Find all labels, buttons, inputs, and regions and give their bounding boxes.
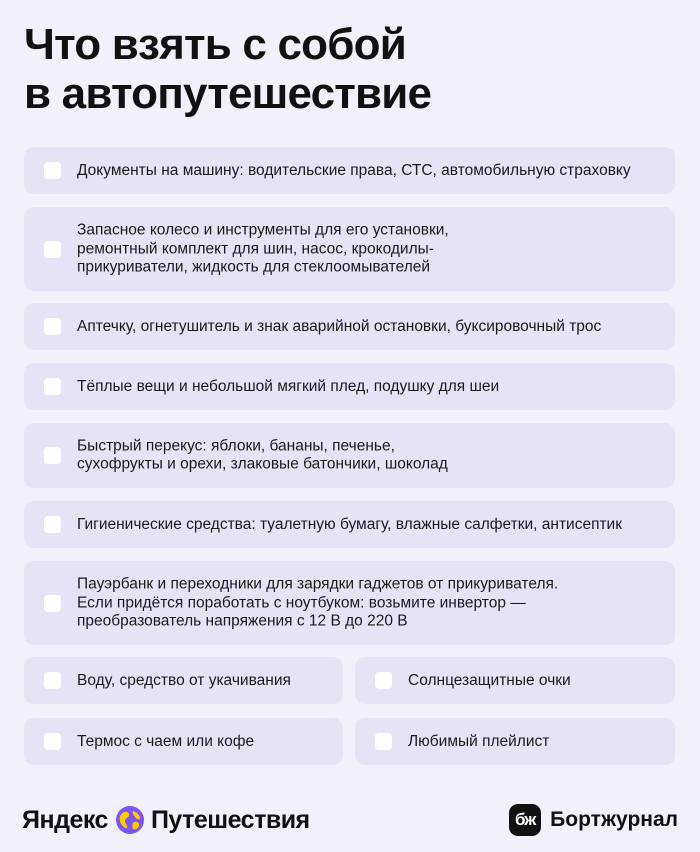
checkbox[interactable] <box>44 672 61 689</box>
checkbox[interactable] <box>44 733 61 750</box>
checklist-item-sunglasses[interactable] <box>355 657 675 704</box>
globe-icon <box>115 805 145 835</box>
checklist-item-powerbank[interactable] <box>24 561 675 645</box>
checklist-item-playlist[interactable] <box>355 718 675 765</box>
checklist-item-warm-clothes[interactable] <box>24 363 675 410</box>
yandex-travel-logo <box>22 800 310 840</box>
checklist-item-label: Документы на машину: водительские права, СТС, автомобильную страховку <box>77 161 631 179</box>
checklist-item-first-aid[interactable] <box>24 303 675 350</box>
bortzhurnal-logo <box>509 800 678 840</box>
checklist-item-snacks[interactable] <box>24 423 675 488</box>
checklist-item-documents[interactable] <box>24 147 675 194</box>
checkbox[interactable] <box>375 733 392 750</box>
checkbox[interactable] <box>44 241 61 258</box>
page-title <box>24 20 624 118</box>
checklist-item-water[interactable] <box>24 657 343 704</box>
title-line-1: Что взять с собой <box>24 20 406 69</box>
checklist-item-label: Запасное колесо и инструменты для его установки, ремонтный комплект для шин, насос, крокодилы-прикуриватели, жидкость для стеклоомывателей <box>77 221 449 276</box>
checklist-item-thermos[interactable] <box>24 718 343 765</box>
checklist-item-label: Термос с чаем или кофе <box>77 732 255 750</box>
checklist-item-label: Воду, средство от укачивания <box>77 671 291 689</box>
brand-travel: Путешествия <box>150 805 310 834</box>
checkbox[interactable] <box>44 378 61 395</box>
brand-yandex: Яндекс <box>22 805 108 834</box>
checkbox[interactable] <box>44 595 61 612</box>
bortzhurnal-logo-icon: бж <box>509 804 541 836</box>
checklist-item-label: Тёплые вещи и небольшой мягкий плед, подушку для шеи <box>77 377 500 395</box>
checklist-item-hygiene[interactable] <box>24 501 675 548</box>
checklist-item-label: Пауэрбанк и переходники для зарядки гаджетов от прикуривателя. Если придётся поработать с ноутбуком: возьмите инвертор — преобразователь напряжения с 12 В до 220 В <box>77 575 559 630</box>
checklist-item-label: Любимый плейлист <box>408 732 550 750</box>
checkbox[interactable] <box>44 516 61 533</box>
checklist-item-label: Быстрый перекус: яблоки, бананы, печенье, сухофрукты и орехи, злаковые батончики, шоколад <box>77 437 448 473</box>
brand-bortzhurnal: Бортжурнал <box>550 808 678 831</box>
checkbox[interactable] <box>44 447 61 464</box>
title-line-2: в автопутешествие <box>24 69 432 118</box>
checkbox[interactable] <box>44 318 61 335</box>
checkbox[interactable] <box>375 672 392 689</box>
checklist-item-label: Солнцезащитные очки <box>408 671 571 689</box>
checklist-item-label: Гигиенические средства: туалетную бумагу, влажные салфетки, антисептик <box>77 515 622 533</box>
checklist-item-spare-wheel[interactable] <box>24 207 675 291</box>
checkbox[interactable] <box>44 162 61 179</box>
checklist-item-label: Аптечку, огнетушитель и знак аварийной остановки, буксировочный трос <box>77 317 602 335</box>
